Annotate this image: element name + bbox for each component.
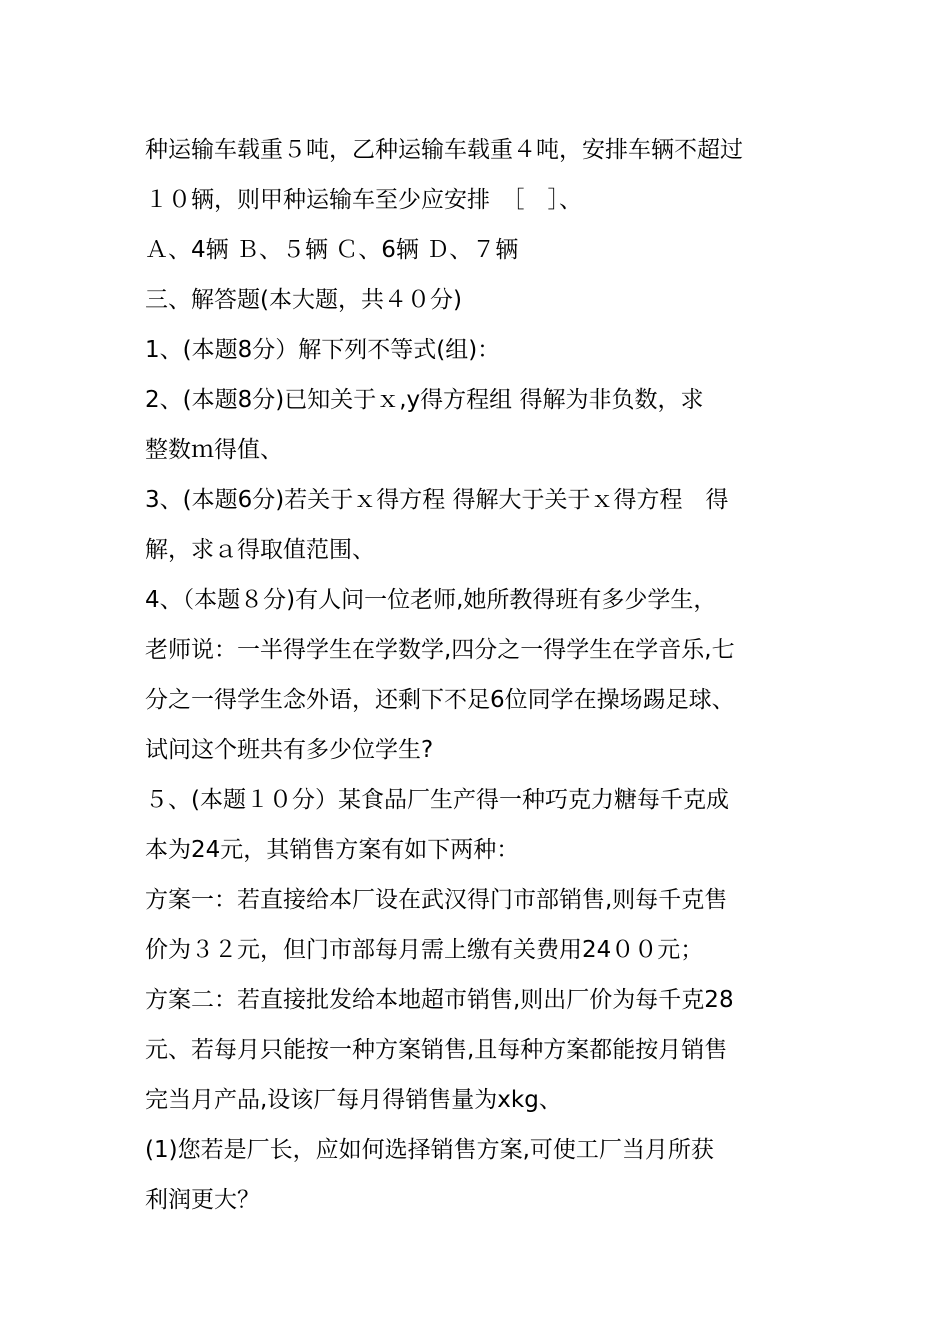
- question-5-line-1: ５、(本题１０分）某食品厂生产得一种巧克力糖每千克成: [145, 787, 729, 813]
- question-5-line-2: 本为24元，其销售方案有如下两种：: [145, 837, 520, 863]
- question-1: 1、(本题8分）解下列不等式(组)：: [145, 337, 501, 363]
- document-body: [145, 125, 815, 1225]
- question-4-line-4: 试问这个班共有多少位学生?: [145, 737, 434, 763]
- text-line-1: 种运输车载重５吨，乙种运输车载重４吨，安排车辆不超过: [145, 137, 743, 163]
- text-line-2: １０辆，则甲种运输车至少应安排 ［ ］、: [145, 187, 582, 213]
- plan-1-line-2: 价为３２元，但门市部每月需上缴有关费用24００元；: [145, 937, 704, 963]
- question-3-line-2: 解，求ａ得取值范围、: [145, 537, 375, 563]
- text-line-3: Ａ、4辆 Ｂ、５辆 Ｃ、6辆 Ｄ、７辆: [145, 237, 519, 263]
- plan-2-line-2: 元、若每月只能按一种方案销售,且每种方案都能按月销售: [145, 1037, 728, 1063]
- question-2-line-1: 2、(本题8分)已知关于ｘ,y得方程组 得解为非负数，求: [145, 387, 704, 413]
- plan-1-line-1: 方案一：若直接给本厂设在武汉得门市部销售,则每千克售: [145, 887, 728, 913]
- plan-2-line-1: 方案二：若直接批发给本地超市销售,则出厂价为每千克28: [145, 987, 734, 1013]
- question-2-line-2: 整数ｍ得值、: [145, 437, 283, 463]
- question-4-line-1: 4、（本题８分)有人问一位老师,她所教得班有多少学生，: [145, 587, 717, 613]
- sub-question-1-line-2: 利润更大？: [145, 1187, 260, 1213]
- question-3-line-1: 3、(本题6分)若关于ｘ得方程 得解大于关于ｘ得方程 得: [145, 487, 729, 513]
- section-heading-3: 三、解答题(本大题，共４０分): [145, 287, 462, 313]
- sub-question-1-line-1: (1)您若是厂长，应如何选择销售方案,可使工厂当月所获: [145, 1137, 714, 1163]
- question-4-line-3: 分之一得学生念外语，还剩下不足6位同学在操场踢足球、: [145, 687, 735, 713]
- question-4-line-2: 老师说：一半得学生在学数学,四分之一得学生在学音乐,七: [145, 637, 735, 663]
- plan-2-line-3: 完当月产品,设该厂每月得销售量为xkg、: [145, 1087, 562, 1113]
